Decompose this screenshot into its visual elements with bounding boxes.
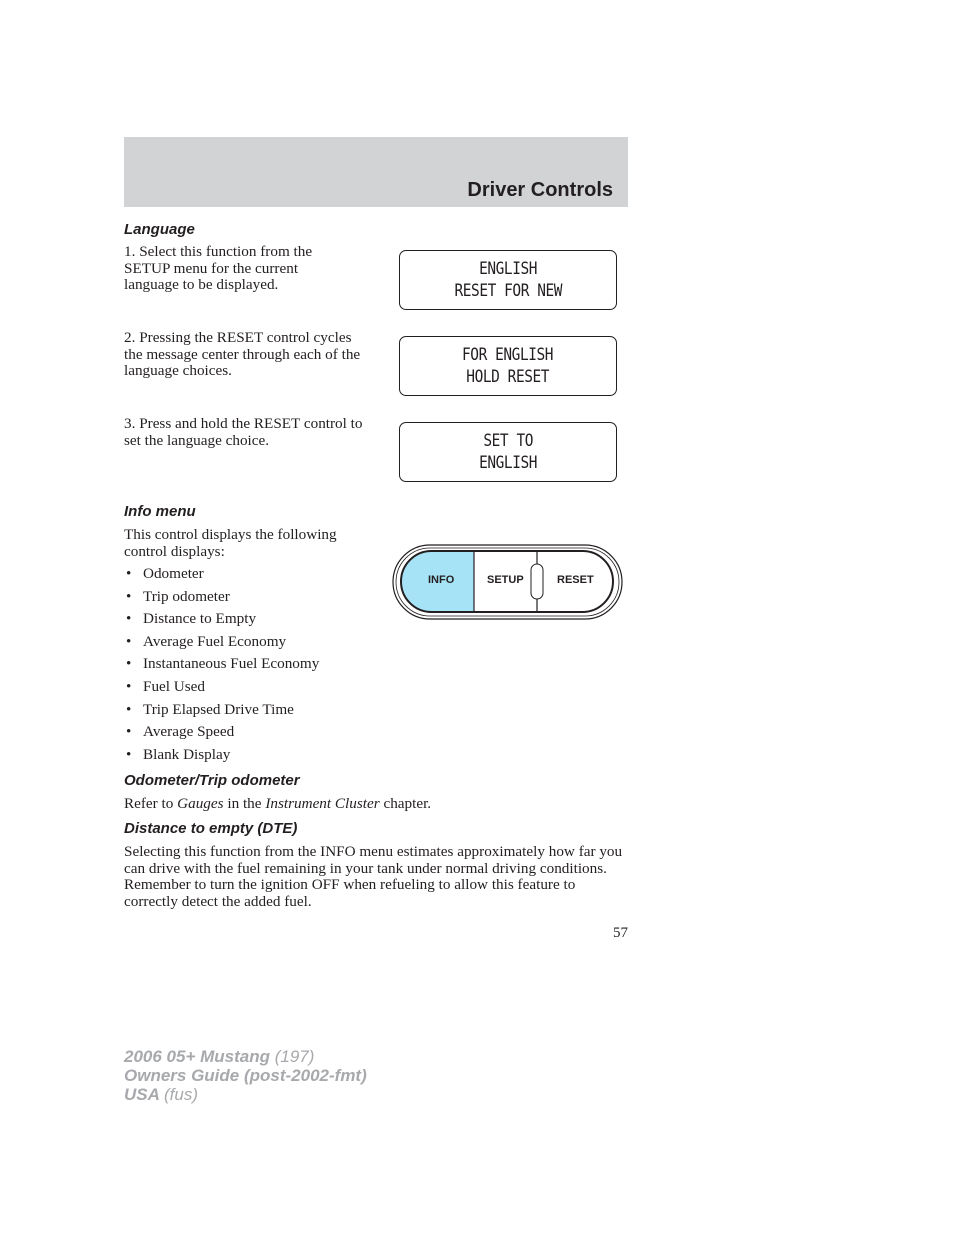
setup-button-label: SETUP — [487, 574, 524, 586]
lcd-line-2: ENGLISH — [479, 453, 537, 473]
language-step-3: 3. Press and hold the RESET control to set the language choice. — [124, 415, 363, 449]
lcd-line-2: RESET FOR NEW — [454, 281, 562, 301]
info-menu-heading: Info menu — [124, 503, 196, 520]
list-item: • Instantaneous Fuel Economy — [126, 655, 320, 673]
odometer-text: Refer to Gauges in the Instrument Cluster chapter. — [124, 795, 432, 812]
reset-button-label: RESET — [557, 574, 594, 586]
page-title: Driver Controls — [467, 179, 613, 201]
language-step-2: 2. Pressing the RESET control cycles the message center through each of the language choices. — [124, 329, 361, 379]
list-item: • Blank Display — [126, 745, 231, 763]
footer-line-3: USA (fus) — [124, 1085, 198, 1104]
lcd-line-1: FOR ENGLISH — [462, 345, 554, 365]
lcd-line-1: ENGLISH — [479, 259, 537, 279]
info-button-label: INFO — [428, 574, 455, 586]
odometer-heading: Odometer/Trip odometer — [124, 772, 300, 789]
lcd-line-1: SET TO — [483, 431, 533, 451]
lcd-display-english-reset — [399, 250, 617, 310]
dte-text: Selecting this function from the INFO menu estimates approximately how far you can drive with the fuel remaining in your tank under normal driving conditions. Remember to turn the ignition OFF when refueling to allow this feature to correctly detect the added fuel. — [124, 843, 623, 910]
gauges-reference: Gauges — [177, 795, 224, 812]
header-band — [124, 137, 628, 207]
list-item: • Trip odometer — [126, 587, 230, 605]
language-step-1: 1. Select this function from the SETUP menu for the current language to be displayed. — [124, 243, 313, 293]
page-number: 57 — [613, 925, 628, 941]
footer — [124, 1047, 367, 1104]
divider-pill — [531, 564, 543, 599]
list-item: • Average Fuel Economy — [126, 632, 287, 650]
list-item: • Distance to Empty — [126, 610, 257, 628]
dte-heading: Distance to empty (DTE) — [124, 820, 298, 837]
info-menu-list — [124, 565, 319, 768]
list-item: • Odometer — [126, 565, 204, 582]
list-item: • Trip Elapsed Drive Time — [126, 700, 294, 718]
list-item: • Average Speed — [126, 723, 235, 741]
lcd-display-set-to-english — [399, 422, 617, 482]
lcd-display-hold-reset — [399, 336, 617, 396]
list-item: • Fuel Used — [126, 677, 206, 695]
instrument-cluster-reference: Instrument Cluster — [265, 795, 380, 812]
language-heading: Language — [124, 221, 195, 238]
footer-line-2: Owners Guide (post-2002-fmt) — [124, 1066, 367, 1085]
info-menu-intro: This control displays the following control displays: — [124, 526, 337, 560]
lcd-line-2: HOLD RESET — [466, 367, 550, 387]
footer-line-1: 2006 05+ Mustang (197) — [124, 1047, 315, 1066]
